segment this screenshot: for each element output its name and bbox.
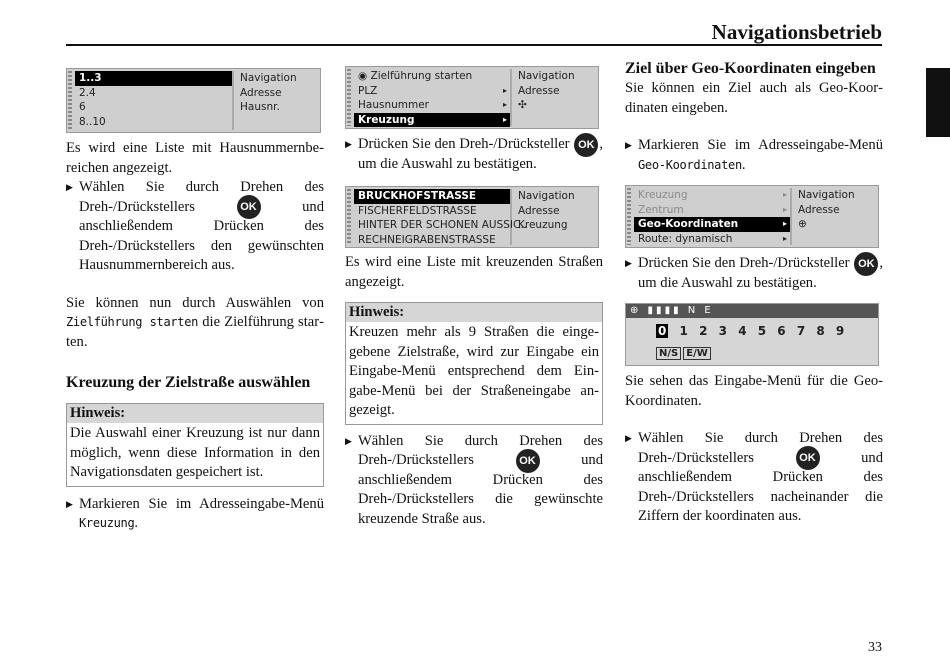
menu-label: Navigation [518,190,575,202]
scroll-grip [347,69,351,126]
hint-box [66,403,324,487]
coordinate-field: ⊕ ▮▮▮▮ N E [626,304,878,318]
menu-label: Adresse [518,84,560,97]
scroll-grip [347,189,351,245]
screen-list [354,69,512,126]
compass-icon: ✣ [518,99,527,111]
list-item: 8..10 [79,115,106,128]
scroll-grip [68,71,72,130]
instruction: ▶ Markieren Sie im Adresseingabe-Menü Geo-Koordinaten. [625,136,883,175]
list-item: RECHNEIGRABENSTRASSE [358,233,496,246]
ok-button-icon: OK [854,252,878,276]
ok-button-icon: OK [796,446,820,470]
list-item: ◉ Zielführung starten [358,70,473,82]
page-title: Navigationsbetrieb [711,20,882,44]
menu-label: Navigation [798,189,855,201]
menu-label: Adresse [798,203,840,216]
menu-label: Hausnr. [240,101,280,113]
direction-buttons: N/S E/W [656,348,713,359]
house-number-screen [66,68,321,133]
title-rule [66,44,882,46]
page-number: 33 [868,640,882,655]
paragraph: Es wird eine Liste mit kreuzenden Straßen angezeigt. [345,254,603,290]
list-item: Route: dynamisch ▸ [638,232,787,245]
hint-box [345,302,603,425]
paragraph: Sie können nun durch Auswählen von Zielführung starten die Zielführung starten. [66,294,325,350]
column-1 [66,66,324,534]
scroll-grip [627,188,631,245]
instruction: ▶ Wählen Sie durch Drehen des Dreh-/Drückstellers OK und anschließendem Drücken des Dreh-/Drückstellers die gewünschte kreuzende Straße aus. [345,432,603,530]
instruction: ▶ Wählen Sie durch Drehen des Dreh-/Drückstellers OK und anschließendem Drücken des Dreh-/Drückstellers den gewünschten Hausnummernbereich aus. [66,178,324,276]
screen-list [354,189,528,246]
menu-label: Adresse [240,86,282,99]
hint-text: Die Auswahl einer Kreuzung ist nur dann möglich, wenn diese Information in den Navigationsdaten gespeichert ist. [70,425,320,480]
screen-menu [518,69,594,113]
screen-menu [798,188,874,232]
instruction: ▶ Drücken Sie den Dreh-/Drücksteller OK , um die Auswahl zu bestätigen. [345,135,603,174]
menu-label: Kreuzung [518,219,568,231]
list-item: BRUCKHOFSTRASSE [354,189,510,204]
list-item: Kreuzung ▸ [354,113,510,128]
list-item: Geo-Koordinaten ▸ [634,217,790,232]
instruction: ▶ Markieren Sie im Adresseingabe-Menü Kreuzung. [66,495,324,534]
hint-text: Kreuzen mehr als 9 Straßen die eingegebene Zielstraße, wird zur Eingabe ein Eingabe-Menü entsprechend dem Eingabe-Menü bei der Straßeneingabe angezeigt. [349,324,599,418]
instruction: ▶ Drücken Sie den Dreh-/Drücksteller OK , um die Auswahl zu bestätigen. [625,254,883,293]
menu-label: Navigation [518,70,575,82]
column-3 [625,60,883,527]
ok-button-icon: OK [516,449,540,473]
list-item: 2.4 [79,86,96,99]
list-item: 6 [79,101,86,113]
cross-street-screen [345,186,599,248]
hint-title: Hinweis: [67,404,323,423]
column-2 [345,66,603,529]
address-menu-screen [345,66,599,129]
ok-button-icon: OK [574,133,598,157]
geo-menu-screen [625,185,879,248]
globe-icon: ⊕ [798,218,807,230]
list-item: PLZ ▸ [358,84,507,97]
digit-row: 0 1 2 3 4 5 6 7 8 9 [658,324,845,338]
screen-menu [518,189,594,233]
list-item: Kreuzung ▸ [638,189,787,201]
list-item: FISCHERFELDSTRASSE [358,204,477,217]
chapter-tab [926,68,950,137]
paragraph: Es wird eine Liste mit Hausnummernbereichen angezeigt. [66,140,324,176]
screen-list [75,71,234,130]
menu-label: Navigation [240,72,297,84]
list-item: Hausnummer ▸ [358,99,507,111]
paragraph: Sie können ein Ziel auch als Geo-Koordinaten eingeben. [625,80,883,116]
list-item: 1..3 [75,71,232,86]
screen-menu [240,71,316,115]
menu-label: Adresse [518,204,560,217]
paragraph: Sie sehen das Eingabe-Menü für die Geo-Koordinaten. [625,373,883,409]
section-heading: Ziel über Geo-Koordinaten eingeben [625,60,876,77]
instruction: ▶ Wählen Sie durch Drehen des Dreh-/Drückstellers OK und anschließendem Drücken des Dreh-/Drückstellers nacheinander die Ziffern der koordinaten aus. [625,429,883,527]
list-item: Zentrum ▸ [638,203,787,216]
section-heading: Kreuzung der Zielstraße auswählen [66,374,311,391]
hint-title: Hinweis: [346,303,602,322]
geo-coordinate-input-screen [625,303,879,366]
screen-list [634,188,792,245]
ok-button-icon: OK [237,195,261,219]
list-item: HINTER DER SCHONEN AUSSIC.. [358,219,528,231]
